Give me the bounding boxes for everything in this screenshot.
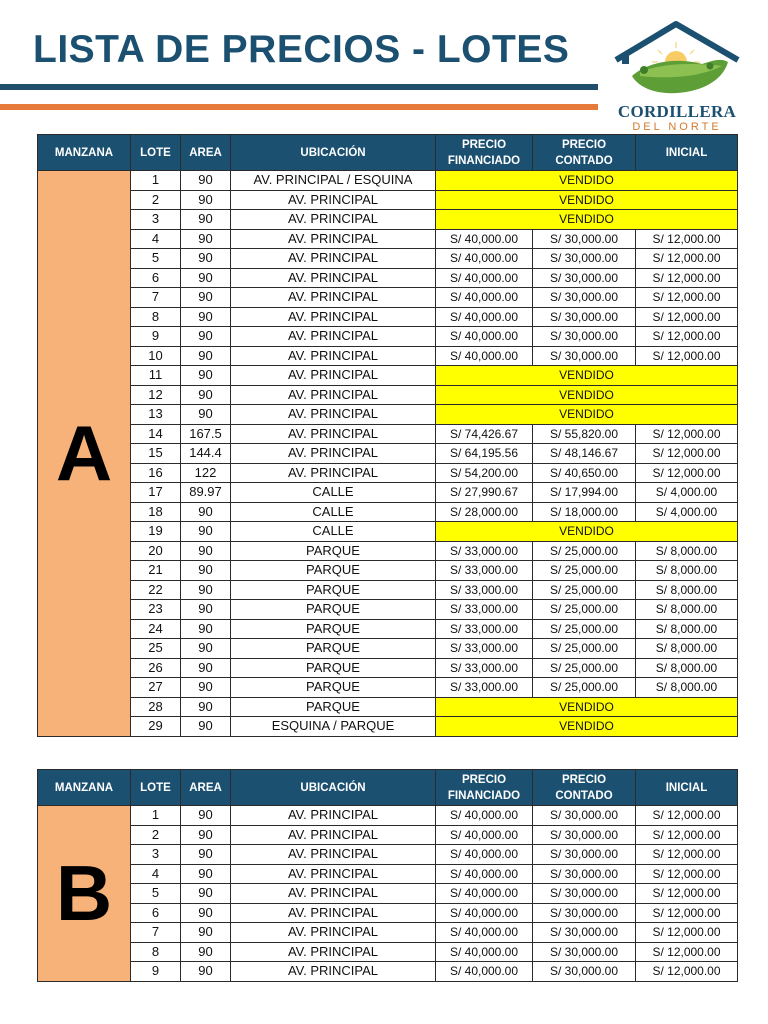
area-cell: 90	[181, 864, 231, 884]
precio-contado-cell: S/ 25,000.00	[533, 678, 636, 698]
area-cell: 89.97	[181, 483, 231, 503]
lote-cell: 1	[131, 806, 181, 826]
precio-financiado-cell: S/ 74,426.67	[436, 424, 533, 444]
lote-cell: 28	[131, 697, 181, 717]
precio-contado-cell: S/ 17,994.00	[533, 483, 636, 503]
inicial-cell: S/ 8,000.00	[636, 678, 738, 698]
inicial-cell: S/ 12,000.00	[636, 923, 738, 943]
ubicacion-cell: PARQUE	[231, 678, 436, 698]
precio-financiado-cell: S/ 27,990.67	[436, 483, 533, 503]
table-row	[38, 903, 738, 923]
lote-cell: 29	[131, 717, 181, 737]
ubicacion-cell: PARQUE	[231, 658, 436, 678]
precio-contado-cell: S/ 30,000.00	[533, 825, 636, 845]
lote-cell: 22	[131, 580, 181, 600]
header-manzana: MANZANA	[38, 770, 131, 806]
precio-financiado-cell: S/ 40,000.00	[436, 864, 533, 884]
lote-cell: 9	[131, 327, 181, 347]
table-row	[38, 600, 738, 620]
ubicacion-cell: AV. PRINCIPAL	[231, 806, 436, 826]
sold-badge: VENDIDO	[436, 171, 738, 191]
table-row	[38, 346, 738, 366]
table-row	[38, 229, 738, 249]
sold-badge: VENDIDO	[436, 385, 738, 405]
ubicacion-cell: ESQUINA / PARQUE	[231, 717, 436, 737]
area-cell: 90	[181, 717, 231, 737]
precio-contado-cell: S/ 55,820.00	[533, 424, 636, 444]
header-lote: LOTE	[131, 135, 181, 171]
precio-contado-cell: S/ 18,000.00	[533, 502, 636, 522]
area-cell: 90	[181, 171, 231, 191]
area-cell: 90	[181, 806, 231, 826]
area-cell: 90	[181, 307, 231, 327]
ubicacion-cell: PARQUE	[231, 580, 436, 600]
area-cell: 90	[181, 619, 231, 639]
table-row	[38, 884, 738, 904]
area-cell: 90	[181, 190, 231, 210]
precio-contado-cell: S/ 25,000.00	[533, 619, 636, 639]
lote-cell: 9	[131, 962, 181, 982]
ubicacion-cell: AV. PRINCIPAL / ESQUINA	[231, 171, 436, 191]
area-cell: 90	[181, 288, 231, 308]
inicial-cell: S/ 4,000.00	[636, 483, 738, 503]
area-cell: 90	[181, 366, 231, 386]
area-cell: 90	[181, 845, 231, 865]
price-table-a	[37, 134, 738, 737]
precio-financiado-cell: S/ 33,000.00	[436, 561, 533, 581]
inicial-cell: S/ 8,000.00	[636, 658, 738, 678]
lote-cell: 10	[131, 346, 181, 366]
table-row	[38, 483, 738, 503]
ubicacion-cell: AV. PRINCIPAL	[231, 942, 436, 962]
precio-contado-cell: S/ 30,000.00	[533, 249, 636, 269]
table-row	[38, 366, 738, 386]
sold-badge: VENDIDO	[436, 522, 738, 542]
ubicacion-cell: AV. PRINCIPAL	[231, 190, 436, 210]
ubicacion-cell: AV. PRINCIPAL	[231, 288, 436, 308]
area-cell: 90	[181, 522, 231, 542]
table-row	[38, 619, 738, 639]
header-area: AREA	[181, 135, 231, 171]
area-cell: 90	[181, 327, 231, 347]
ubicacion-cell: AV. PRINCIPAL	[231, 923, 436, 943]
precio-contado-cell: S/ 30,000.00	[533, 864, 636, 884]
inicial-cell: S/ 8,000.00	[636, 600, 738, 620]
inicial-cell: S/ 12,000.00	[636, 864, 738, 884]
inicial-cell: S/ 12,000.00	[636, 962, 738, 982]
precio-financiado-cell: S/ 40,000.00	[436, 845, 533, 865]
ubicacion-cell: PARQUE	[231, 619, 436, 639]
ubicacion-cell: PARQUE	[231, 541, 436, 561]
lote-cell: 12	[131, 385, 181, 405]
company-logo	[610, 20, 760, 132]
inicial-cell: S/ 8,000.00	[636, 580, 738, 600]
area-cell: 90	[181, 502, 231, 522]
precio-financiado-cell: S/ 40,000.00	[436, 962, 533, 982]
table-row	[38, 405, 738, 425]
lote-cell: 6	[131, 903, 181, 923]
area-cell: 90	[181, 405, 231, 425]
area-cell: 90	[181, 561, 231, 581]
ubicacion-cell: AV. PRINCIPAL	[231, 307, 436, 327]
table-row	[38, 806, 738, 826]
precio-financiado-cell: S/ 40,000.00	[436, 346, 533, 366]
lote-cell: 4	[131, 864, 181, 884]
lote-cell: 13	[131, 405, 181, 425]
ubicacion-cell: AV. PRINCIPAL	[231, 884, 436, 904]
lote-cell: 8	[131, 307, 181, 327]
precio-contado-cell: S/ 30,000.00	[533, 346, 636, 366]
header-stripe-orange	[0, 104, 598, 110]
precio-financiado-cell: S/ 40,000.00	[436, 903, 533, 923]
table-row	[38, 678, 738, 698]
precio-financiado-cell: S/ 33,000.00	[436, 678, 533, 698]
lote-cell: 20	[131, 541, 181, 561]
precio-contado-cell: S/ 25,000.00	[533, 580, 636, 600]
lote-cell: 19	[131, 522, 181, 542]
table-row	[38, 268, 738, 288]
ubicacion-cell: PARQUE	[231, 561, 436, 581]
page-title: LISTA DE PRECIOS - LOTES	[33, 28, 570, 71]
inicial-cell: S/ 12,000.00	[636, 424, 738, 444]
area-cell: 90	[181, 825, 231, 845]
header-inicial: INICIAL	[636, 770, 738, 806]
inicial-cell: S/ 12,000.00	[636, 884, 738, 904]
precio-contado-cell: S/ 25,000.00	[533, 561, 636, 581]
precio-financiado-cell: S/ 40,000.00	[436, 942, 533, 962]
precio-financiado-cell: S/ 40,000.00	[436, 307, 533, 327]
precio-financiado-cell: S/ 40,000.00	[436, 923, 533, 943]
inicial-cell: S/ 12,000.00	[636, 825, 738, 845]
precio-financiado-cell: S/ 64,195.56	[436, 444, 533, 464]
ubicacion-cell: AV. PRINCIPAL	[231, 210, 436, 230]
area-cell: 90	[181, 268, 231, 288]
sold-badge: VENDIDO	[436, 190, 738, 210]
table-row	[38, 385, 738, 405]
table-row	[38, 424, 738, 444]
table-row	[38, 502, 738, 522]
inicial-cell: S/ 12,000.00	[636, 444, 738, 464]
ubicacion-cell: AV. PRINCIPAL	[231, 903, 436, 923]
precio-contado-cell: S/ 40,650.00	[533, 463, 636, 483]
lote-cell: 2	[131, 825, 181, 845]
lote-cell: 8	[131, 942, 181, 962]
table-row	[38, 864, 738, 884]
precio-financiado-cell: S/ 33,000.00	[436, 541, 533, 561]
ubicacion-cell: AV. PRINCIPAL	[231, 864, 436, 884]
lote-cell: 7	[131, 288, 181, 308]
area-cell: 167.5	[181, 424, 231, 444]
header-area: AREA	[181, 770, 231, 806]
table-row	[38, 923, 738, 943]
inicial-cell: S/ 8,000.00	[636, 639, 738, 659]
precio-financiado-cell: S/ 40,000.00	[436, 288, 533, 308]
area-cell: 90	[181, 942, 231, 962]
lote-cell: 26	[131, 658, 181, 678]
precio-financiado-cell: S/ 40,000.00	[436, 268, 533, 288]
table-row	[38, 580, 738, 600]
precio-contado-cell: S/ 30,000.00	[533, 307, 636, 327]
area-cell: 90	[181, 249, 231, 269]
lote-cell: 3	[131, 210, 181, 230]
area-cell: 90	[181, 639, 231, 659]
area-cell: 90	[181, 923, 231, 943]
ubicacion-cell: AV. PRINCIPAL	[231, 825, 436, 845]
inicial-cell: S/ 12,000.00	[636, 327, 738, 347]
precio-contado-cell: S/ 30,000.00	[533, 962, 636, 982]
manzana-letter: B	[38, 806, 131, 982]
inicial-cell: S/ 12,000.00	[636, 903, 738, 923]
sold-badge: VENDIDO	[436, 405, 738, 425]
precio-contado-cell: S/ 30,000.00	[533, 229, 636, 249]
logo-name: CORDILLERA	[617, 102, 737, 121]
lote-cell: 11	[131, 366, 181, 386]
table-row	[38, 541, 738, 561]
table-row	[38, 697, 738, 717]
inicial-cell: S/ 12,000.00	[636, 288, 738, 308]
inicial-cell: S/ 12,000.00	[636, 229, 738, 249]
table-row	[38, 522, 738, 542]
precio-financiado-cell: S/ 54,200.00	[436, 463, 533, 483]
table-row	[38, 307, 738, 327]
logo-subtitle: DEL NORTE	[632, 121, 722, 133]
precio-financiado-cell: S/ 33,000.00	[436, 639, 533, 659]
precio-financiado-cell: S/ 40,000.00	[436, 806, 533, 826]
header-precio-financiado: PRECIO FINANCIADO	[436, 135, 533, 171]
lote-cell: 21	[131, 561, 181, 581]
table-row	[38, 962, 738, 982]
ubicacion-cell: AV. PRINCIPAL	[231, 327, 436, 347]
ubicacion-cell: CALLE	[231, 502, 436, 522]
inicial-cell: S/ 12,000.00	[636, 463, 738, 483]
lote-cell: 18	[131, 502, 181, 522]
ubicacion-cell: AV. PRINCIPAL	[231, 366, 436, 386]
header-stripe-blue	[0, 84, 598, 90]
precio-financiado-cell: S/ 28,000.00	[436, 502, 533, 522]
ubicacion-cell: AV. PRINCIPAL	[231, 249, 436, 269]
sold-badge: VENDIDO	[436, 366, 738, 386]
manzana-letter: A	[38, 171, 131, 737]
table-row	[38, 171, 738, 191]
precio-financiado-cell: S/ 40,000.00	[436, 825, 533, 845]
lote-cell: 7	[131, 923, 181, 943]
price-table-b	[37, 769, 738, 982]
area-cell: 90	[181, 346, 231, 366]
header-precio-contado: PRECIO CONTADO	[533, 770, 636, 806]
ubicacion-cell: AV. PRINCIPAL	[231, 405, 436, 425]
lote-cell: 17	[131, 483, 181, 503]
table-row	[38, 444, 738, 464]
lote-cell: 25	[131, 639, 181, 659]
area-cell: 90	[181, 229, 231, 249]
table-row	[38, 327, 738, 347]
area-cell: 90	[181, 962, 231, 982]
ubicacion-cell: AV. PRINCIPAL	[231, 463, 436, 483]
area-cell: 90	[181, 600, 231, 620]
inicial-cell: S/ 12,000.00	[636, 845, 738, 865]
ubicacion-cell: PARQUE	[231, 639, 436, 659]
inicial-cell: S/ 12,000.00	[636, 346, 738, 366]
ubicacion-cell: AV. PRINCIPAL	[231, 845, 436, 865]
sold-badge: VENDIDO	[436, 210, 738, 230]
ubicacion-cell: AV. PRINCIPAL	[231, 229, 436, 249]
precio-contado-cell: S/ 30,000.00	[533, 903, 636, 923]
ubicacion-cell: AV. PRINCIPAL	[231, 346, 436, 366]
precio-contado-cell: S/ 30,000.00	[533, 288, 636, 308]
ubicacion-cell: AV. PRINCIPAL	[231, 444, 436, 464]
precio-financiado-cell: S/ 40,000.00	[436, 229, 533, 249]
lote-cell: 3	[131, 845, 181, 865]
table-row	[38, 463, 738, 483]
precio-financiado-cell: S/ 40,000.00	[436, 327, 533, 347]
precio-contado-cell: S/ 30,000.00	[533, 884, 636, 904]
lote-cell: 23	[131, 600, 181, 620]
table-row	[38, 288, 738, 308]
precio-contado-cell: S/ 25,000.00	[533, 658, 636, 678]
precio-financiado-cell: S/ 40,000.00	[436, 249, 533, 269]
inicial-cell: S/ 4,000.00	[636, 502, 738, 522]
area-cell: 90	[181, 658, 231, 678]
table-row	[38, 845, 738, 865]
lote-cell: 4	[131, 229, 181, 249]
precio-financiado-cell: S/ 33,000.00	[436, 658, 533, 678]
precio-contado-cell: S/ 25,000.00	[533, 541, 636, 561]
lote-cell: 15	[131, 444, 181, 464]
lote-cell: 2	[131, 190, 181, 210]
inicial-cell: S/ 8,000.00	[636, 561, 738, 581]
header-ubicacion: UBICACIÓN	[231, 135, 436, 171]
precio-contado-cell: S/ 30,000.00	[533, 806, 636, 826]
inicial-cell: S/ 8,000.00	[636, 619, 738, 639]
precio-contado-cell: S/ 30,000.00	[533, 923, 636, 943]
precio-financiado-cell: S/ 33,000.00	[436, 619, 533, 639]
precio-financiado-cell: S/ 40,000.00	[436, 884, 533, 904]
area-cell: 90	[181, 210, 231, 230]
table-row	[38, 210, 738, 230]
ubicacion-cell: CALLE	[231, 522, 436, 542]
inicial-cell: S/ 12,000.00	[636, 268, 738, 288]
lote-cell: 16	[131, 463, 181, 483]
precio-contado-cell: S/ 30,000.00	[533, 845, 636, 865]
table-row	[38, 658, 738, 678]
lote-cell: 1	[131, 171, 181, 191]
table-row	[38, 561, 738, 581]
area-cell: 90	[181, 884, 231, 904]
ubicacion-cell: AV. PRINCIPAL	[231, 385, 436, 405]
ubicacion-cell: PARQUE	[231, 600, 436, 620]
ubicacion-cell: AV. PRINCIPAL	[231, 268, 436, 288]
table-header-row	[38, 135, 738, 171]
ubicacion-cell: AV. PRINCIPAL	[231, 962, 436, 982]
precio-contado-cell: S/ 48,146.67	[533, 444, 636, 464]
table-row	[38, 190, 738, 210]
area-cell: 90	[181, 678, 231, 698]
area-cell: 90	[181, 580, 231, 600]
lote-cell: 27	[131, 678, 181, 698]
precio-contado-cell: S/ 30,000.00	[533, 327, 636, 347]
ubicacion-cell: AV. PRINCIPAL	[231, 424, 436, 444]
sold-badge: VENDIDO	[436, 717, 738, 737]
ubicacion-cell: CALLE	[231, 483, 436, 503]
precio-financiado-cell: S/ 33,000.00	[436, 580, 533, 600]
header-precio-financiado: PRECIO FINANCIADO	[436, 770, 533, 806]
area-cell: 90	[181, 697, 231, 717]
inicial-cell: S/ 12,000.00	[636, 307, 738, 327]
precio-contado-cell: S/ 25,000.00	[533, 600, 636, 620]
table-row	[38, 717, 738, 737]
inicial-cell: S/ 12,000.00	[636, 249, 738, 269]
header-manzana: MANZANA	[38, 135, 131, 171]
area-cell: 90	[181, 541, 231, 561]
area-cell: 144.4	[181, 444, 231, 464]
table-row	[38, 249, 738, 269]
sold-badge: VENDIDO	[436, 697, 738, 717]
area-cell: 122	[181, 463, 231, 483]
lote-cell: 14	[131, 424, 181, 444]
inicial-cell: S/ 12,000.00	[636, 942, 738, 962]
precio-contado-cell: S/ 25,000.00	[533, 639, 636, 659]
house-landscape-icon	[610, 20, 760, 110]
precio-financiado-cell: S/ 33,000.00	[436, 600, 533, 620]
lote-cell: 6	[131, 268, 181, 288]
lote-cell: 5	[131, 884, 181, 904]
header-ubicacion: UBICACIÓN	[231, 770, 436, 806]
table-row	[38, 942, 738, 962]
table-row	[38, 639, 738, 659]
header-precio-contado: PRECIO CONTADO	[533, 135, 636, 171]
inicial-cell: S/ 12,000.00	[636, 806, 738, 826]
lote-cell: 24	[131, 619, 181, 639]
header-inicial: INICIAL	[636, 135, 738, 171]
inicial-cell: S/ 8,000.00	[636, 541, 738, 561]
precio-contado-cell: S/ 30,000.00	[533, 942, 636, 962]
area-cell: 90	[181, 903, 231, 923]
area-cell: 90	[181, 385, 231, 405]
table-row	[38, 825, 738, 845]
header-lote: LOTE	[131, 770, 181, 806]
precio-contado-cell: S/ 30,000.00	[533, 268, 636, 288]
lote-cell: 5	[131, 249, 181, 269]
ubicacion-cell: PARQUE	[231, 697, 436, 717]
table-header-row	[38, 770, 738, 806]
